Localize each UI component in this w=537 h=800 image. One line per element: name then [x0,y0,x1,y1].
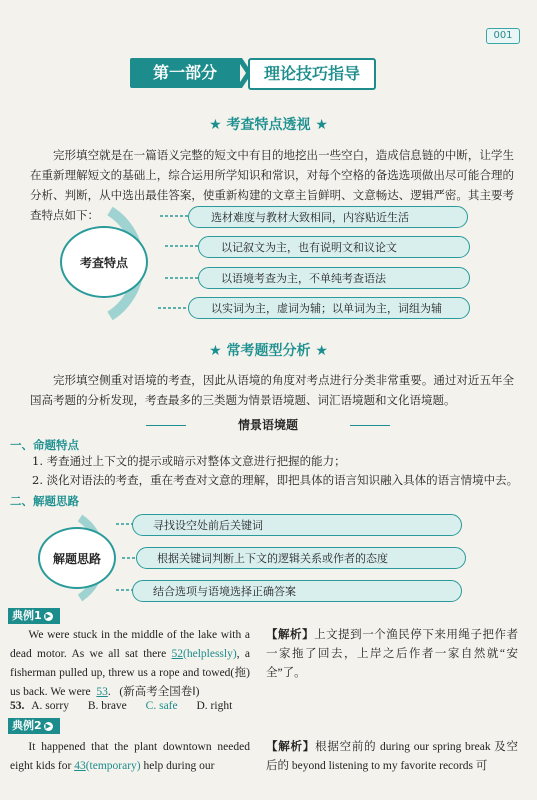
example2-analysis: 【解析】根据空前的 during our spring break 及空后的 beyond listening to my favorite records 可 [266,741,518,772]
example1-options: 53. A. sorry B. brave C. safe D. right [10,700,233,712]
part-title: 理论技巧指导 [248,58,376,90]
part-label: 第一部分 [130,58,240,88]
intro-paragraph: 完形填空就是在一篇语义完整的短文中有目的地挖出一些空白，造成信息链的中断，让学生在重新理解短文的基础上，综合运用所学知识和常识，对每个空格的备选选项做出尽可能合理的分析、判断，从中选出最佳答案，使重新构建的文章主旨鲜明、文意畅达、逻辑严密。其主要考查特点如下： [30,148,514,222]
star-icon: ★ [315,117,328,133]
feature-item: 以实词为主，虚词为辅；以单词为主，词组为辅 [188,297,470,319]
step-item: 根据关键词判断上下文的逻辑关系或作者的态度 [136,547,466,569]
list-item: 2. 淡化对语法的考查，重在考查对文意的理解，即把具体的语言知识融入具体的语言情境中去。 [32,473,519,487]
star-icon: ★ [209,117,222,133]
feature-item: 选材难度与教材大致相同，内容贴近生活 [188,206,468,228]
section-heading-text: 考查特点透视 [226,117,311,133]
example-label-1: 典例1 ▶ [8,608,60,624]
example1-passage: We were stuck in the middle of the lake with a dead motor. As we all sat there 52(helplessly), a fisherman pulled up, threw us a rope and towed(拖) us back. We were 53. (新高考全国卷Ⅰ) [10,629,250,698]
star-icon: ★ [315,343,328,359]
steps-center-circle: 解题思路 [38,527,116,589]
types-paragraph: 完形填空侧重对语境的考查，因此从语境的角度对考点进行分类非常重要。通过对近五年全国高考题的分析发现，考查最多的三类题为情景语境题、词汇语境题和文化语境题。 [30,373,514,407]
example1-analysis: 【解析】上文提到一个渔民停下来用绳子把作者一家拖了回去，上岸之后作者一家自然就“安全”了。 [266,629,519,679]
play-icon: ▶ [45,612,51,620]
section-heading-text: 常考题型分析 [226,343,311,359]
page-number: 001 [486,28,520,44]
play-icon: ▶ [45,722,51,730]
subheading-features: 一、命题特点 [10,438,79,452]
step-item: 结合选项与语境选择正确答案 [132,580,462,602]
feature-item: 以记叙文为主，也有说明文和议论文 [198,236,470,258]
step-item: 寻找设空处前后关键词 [132,514,462,536]
feature-center-circle: 考查特点 [60,226,148,298]
example2-passage: It happened that the plant downtown needed eight kids for 43(temporary) help during our [10,741,250,772]
list-item: 1. 考查通过上下文的提示或暗示对整体文意进行把握的能力； [32,454,346,468]
feature-item: 以语境考查为主，不单纯考查语法 [198,267,470,289]
section-heading-types [0,340,537,360]
section-heading-features [0,114,537,134]
question-type-title: 情景语境题 [190,416,346,436]
star-icon: ★ [209,343,222,359]
example-label-2: 典例2 ▶ [8,718,60,734]
subheading-approach: 二、解题思路 [10,494,79,508]
